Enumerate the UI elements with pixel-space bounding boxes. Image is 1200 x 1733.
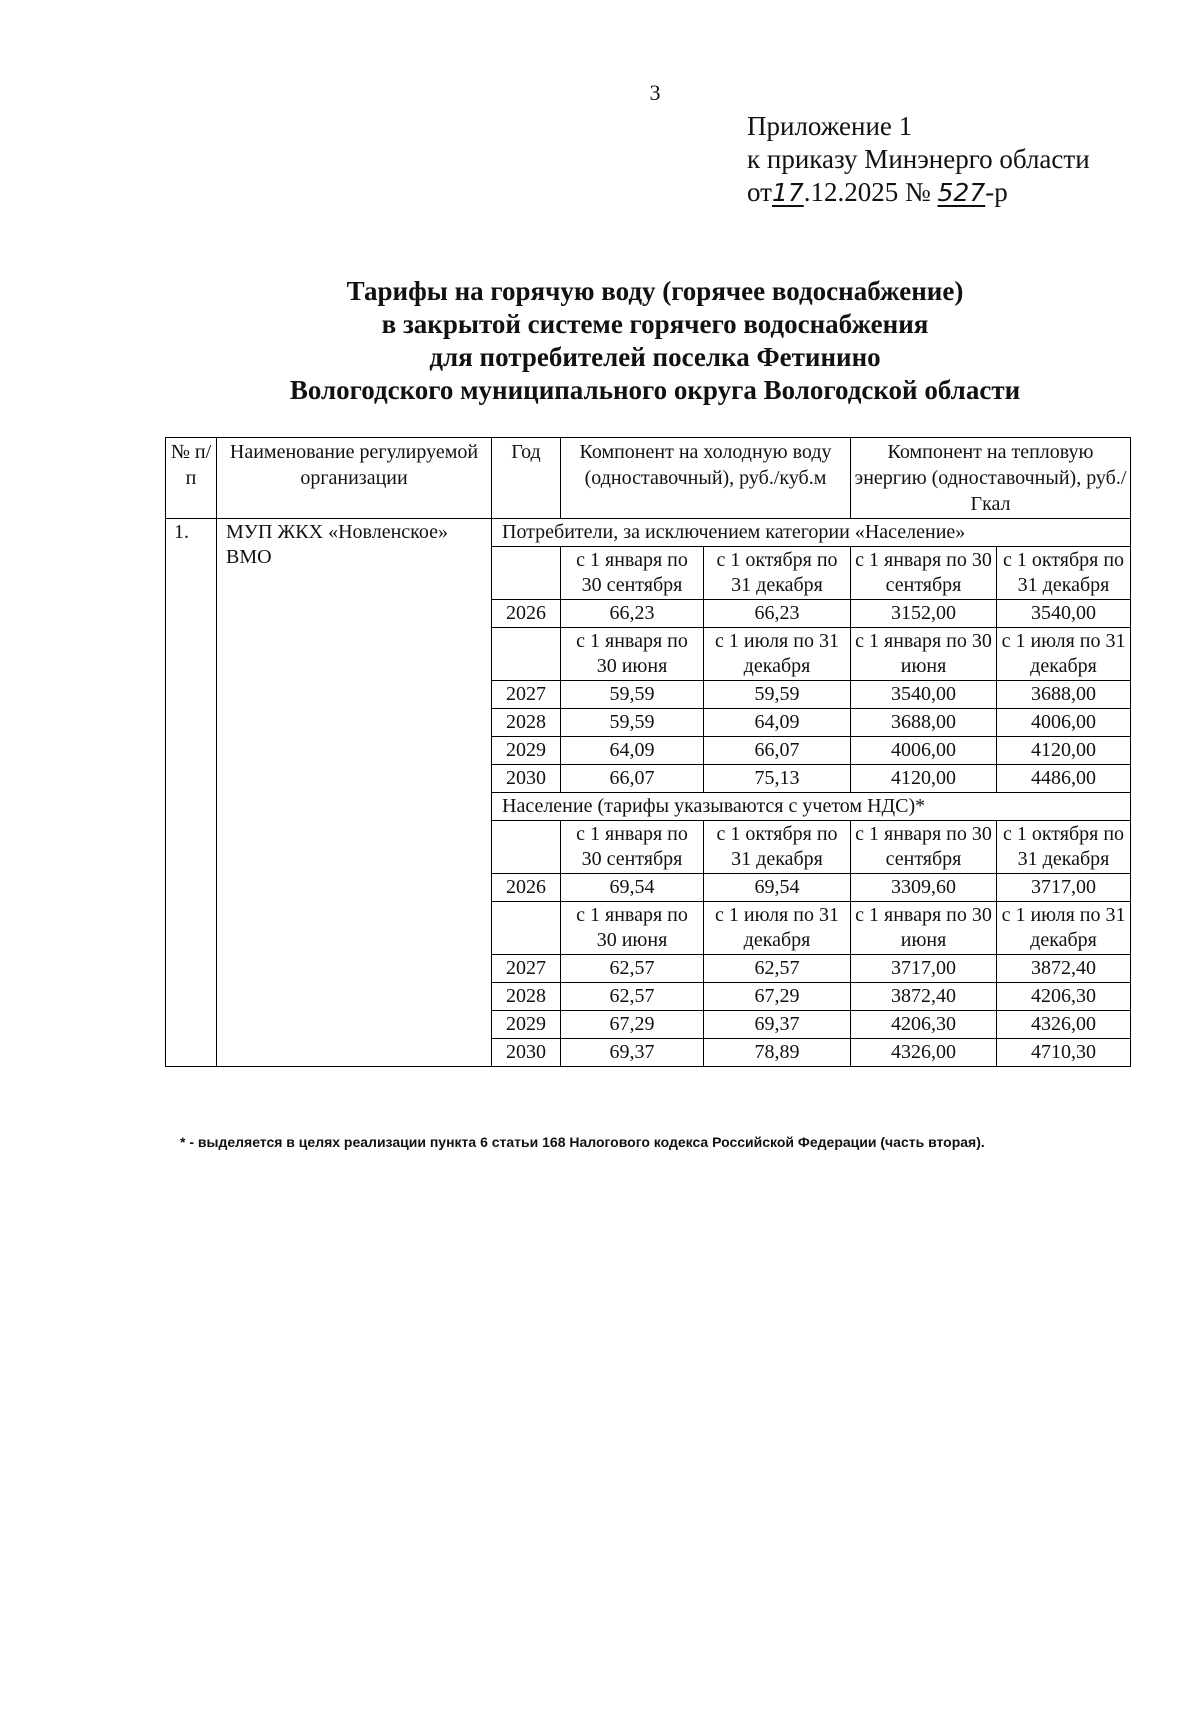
year-cell: 2027 <box>492 681 561 709</box>
page-number: 3 <box>649 80 661 105</box>
period-header: с 1 января по 30 сентября <box>851 821 997 874</box>
period-header: с 1 января по 30 сентября <box>561 821 704 874</box>
order-date-prefix: от <box>747 177 772 207</box>
tariff-value: 4326,00 <box>997 1011 1131 1039</box>
title-line-3: для потребителей поселка Фетинино <box>429 342 881 372</box>
tariff-value: 3309,60 <box>851 874 997 902</box>
title-line-4: Вологодского муниципального округа Вологодской области <box>289 375 1021 405</box>
tariff-value: 4006,00 <box>851 737 997 765</box>
tariff-value: 4206,30 <box>851 1011 997 1039</box>
order-day-handwritten: 17 <box>771 178 804 207</box>
tariff-value: 64,09 <box>704 709 851 737</box>
tariff-value: 4120,00 <box>851 765 997 793</box>
tariff-value: 69,37 <box>704 1011 851 1039</box>
tariff-value: 62,57 <box>704 955 851 983</box>
tariff-value: 3152,00 <box>851 600 997 628</box>
tariff-value: 59,59 <box>561 681 704 709</box>
tariff-value: 66,23 <box>561 600 704 628</box>
year-cell: 2027 <box>492 955 561 983</box>
year-cell: 2030 <box>492 765 561 793</box>
tariff-value: 3540,00 <box>997 600 1131 628</box>
tariff-value: 4120,00 <box>997 737 1131 765</box>
tariff-value: 4486,00 <box>997 765 1131 793</box>
header-year: Год <box>492 438 561 519</box>
year-cell: 2029 <box>492 737 561 765</box>
period-header: с 1 января по 30 сентября <box>561 547 704 600</box>
period-header: с 1 июля по 31 декабря <box>997 628 1131 681</box>
period-header: с 1 октября по 31 декабря <box>704 821 851 874</box>
table-body <box>166 519 1131 1067</box>
tariff-value: 66,07 <box>704 737 851 765</box>
header-num: № п/п <box>166 438 217 519</box>
tariff-value: 64,09 <box>561 737 704 765</box>
category-row: Потребители, за исключением категории «Население» <box>492 519 1131 547</box>
tariff-value: 3872,40 <box>851 983 997 1011</box>
tariff-value: 67,29 <box>561 1011 704 1039</box>
appendix-title: Приложение 1 <box>747 111 913 141</box>
period-header: с 1 июля по 31 декабря <box>704 902 851 955</box>
appendix-order-date <box>747 176 1090 209</box>
period-header: с 1 июля по 31 декабря <box>704 628 851 681</box>
appendix-order-ref: к приказу Минэнерго области <box>747 144 1090 174</box>
period-header: с 1 января по 30 июня <box>851 628 997 681</box>
year-cell: 2028 <box>492 709 561 737</box>
period-header: с 1 января по 30 сентября <box>851 547 997 600</box>
tariff-value: 69,54 <box>704 874 851 902</box>
document-title <box>0 275 1200 407</box>
tariff-value: 3872,40 <box>997 955 1131 983</box>
tariff-value: 78,89 <box>704 1039 851 1067</box>
tariff-value: 4326,00 <box>851 1039 997 1067</box>
table-header-row <box>166 438 1131 519</box>
org-name: МУП ЖКХ «Новленское» ВМО <box>217 519 492 1067</box>
tariff-value: 66,07 <box>561 765 704 793</box>
tariff-value: 66,23 <box>704 600 851 628</box>
year-cell: 2030 <box>492 1039 561 1067</box>
period-header: с 1 октября по 31 декабря <box>997 821 1131 874</box>
period-header: с 1 января по 30 июня <box>561 902 704 955</box>
tariff-value: 3540,00 <box>851 681 997 709</box>
header-cold-water: Компонент на холодную воду (одноставочный), руб./куб.м <box>561 438 851 519</box>
tariff-table-container <box>165 437 1130 1067</box>
period-header: с 1 января по 30 июня <box>561 628 704 681</box>
header-org: Наименование регулируемой организации <box>217 438 492 519</box>
tariff-value: 75,13 <box>704 765 851 793</box>
tariff-value: 4206,30 <box>997 983 1131 1011</box>
footnote: * - выделяется в целях реализации пункта 6 статьи 168 Налогового кодекса Российской Федерации (часть вторая). <box>180 1134 985 1150</box>
period-header: с 1 июля по 31 декабря <box>997 902 1131 955</box>
tariff-value: 59,59 <box>561 709 704 737</box>
year-cell: 2029 <box>492 1011 561 1039</box>
order-number-suffix: -р <box>985 177 1008 207</box>
period-header: с 1 января по 30 июня <box>851 902 997 955</box>
table-row <box>166 519 1131 547</box>
tariff-value: 4710,30 <box>997 1039 1131 1067</box>
tariff-value: 62,57 <box>561 955 704 983</box>
tariff-value: 3688,00 <box>997 681 1131 709</box>
period-year-blank <box>492 628 561 681</box>
title-line-1: Тарифы на горячую воду (горячее водоснабжение) <box>346 276 964 306</box>
header-heat-energy: Компонент на тепловую энергию (одноставочный), руб./Гкал <box>851 438 1131 519</box>
tariff-value: 3717,00 <box>997 874 1131 902</box>
appendix-header <box>747 110 1090 209</box>
tariff-value: 3717,00 <box>851 955 997 983</box>
order-date-mid: .12.2025 № <box>803 177 931 207</box>
tariff-value: 3688,00 <box>851 709 997 737</box>
tariff-value: 69,54 <box>561 874 704 902</box>
row-number: 1. <box>166 519 217 1067</box>
period-year-blank <box>492 821 561 874</box>
title-line-2: в закрытой системе горячего водоснабжения <box>381 309 929 339</box>
category-row: Население (тарифы указываются с учетом НДС)* <box>492 793 1131 821</box>
year-cell: 2028 <box>492 983 561 1011</box>
tariff-value: 4006,00 <box>997 709 1131 737</box>
year-cell: 2026 <box>492 874 561 902</box>
period-header: с 1 октября по 31 декабря <box>704 547 851 600</box>
tariff-value: 62,57 <box>561 983 704 1011</box>
tariff-table <box>165 437 1131 1067</box>
order-number-handwritten: 527 <box>937 178 986 207</box>
year-cell: 2026 <box>492 600 561 628</box>
tariff-value: 67,29 <box>704 983 851 1011</box>
period-year-blank <box>492 902 561 955</box>
tariff-value: 69,37 <box>561 1039 704 1067</box>
period-header: с 1 октября по 31 декабря <box>997 547 1131 600</box>
tariff-value: 59,59 <box>704 681 851 709</box>
period-year-blank <box>492 547 561 600</box>
